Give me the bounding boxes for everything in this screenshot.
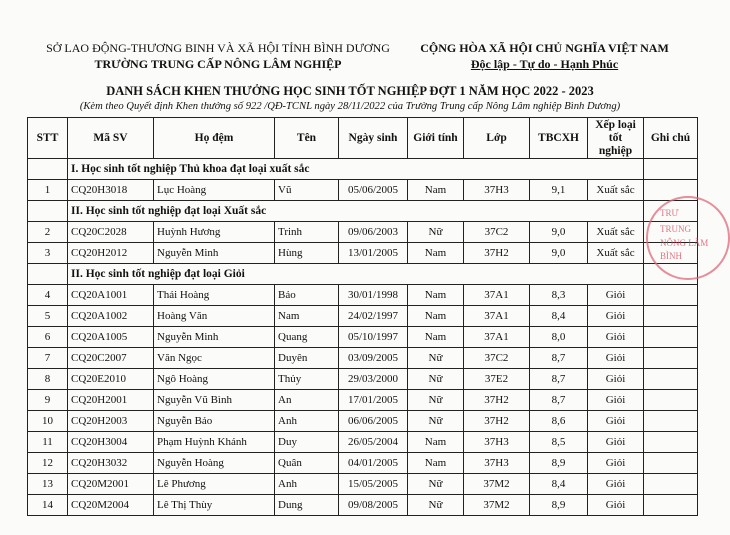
table-cell: Nữ [408, 348, 464, 369]
section-title: II. Học sinh tốt nghiệp đạt loại Giỏi [68, 264, 644, 285]
table-cell: Lục Hoàng [154, 180, 275, 201]
column-header: Lớp [464, 118, 530, 159]
table-cell [644, 453, 698, 474]
table-cell: 8,6 [530, 411, 588, 432]
table-cell: Nữ [408, 495, 464, 516]
table-cell: Anh [275, 474, 339, 495]
table-cell: CQ20H2012 [68, 243, 154, 264]
issuer-header [38, 40, 398, 72]
table-cell: 8,9 [530, 495, 588, 516]
table-body [28, 159, 698, 516]
table-cell: 8,0 [530, 327, 588, 348]
table-cell: CQ20A1002 [68, 306, 154, 327]
table-cell: Nguyễn Minh [154, 243, 275, 264]
table-cell: Bảo [275, 285, 339, 306]
motto-line: Độc lập - Tự do - Hạnh Phúc [470, 57, 619, 71]
table-cell: Nguyễn Minh [154, 327, 275, 348]
section-title: II. Học sinh tốt nghiệp đạt loại Xuất sắc [68, 201, 644, 222]
table-cell: CQ20H3018 [68, 180, 154, 201]
table-cell: Vũ [275, 180, 339, 201]
table-row [28, 306, 698, 327]
table-cell: 12 [28, 453, 68, 474]
table-cell: 17/01/2005 [339, 390, 408, 411]
table-cell: 09/08/2005 [339, 495, 408, 516]
table-cell: An [275, 390, 339, 411]
table-cell: 8 [28, 369, 68, 390]
table-cell: 8,3 [530, 285, 588, 306]
section-note-cell [644, 159, 698, 180]
table-cell: Huỳnh Hương [154, 222, 275, 243]
stamp-text: TRUNG [660, 224, 691, 234]
table-cell: Duyên [275, 348, 339, 369]
table-cell: 11 [28, 432, 68, 453]
table-cell: 37A1 [464, 306, 530, 327]
table-cell: 37C2 [464, 222, 530, 243]
section-row [28, 264, 698, 285]
section-title: I. Học sinh tốt nghiệp Thủ khoa đạt loại xuất sắc [68, 159, 644, 180]
table-cell: Duy [275, 432, 339, 453]
column-header: Xếp loại tốt nghiệp [588, 118, 644, 159]
table-cell: 9,1 [530, 180, 588, 201]
table-cell [644, 306, 698, 327]
table-cell: Ngô Hoàng [154, 369, 275, 390]
table-cell [644, 327, 698, 348]
table-cell: 37A1 [464, 327, 530, 348]
table-cell [644, 411, 698, 432]
table-cell: Thủy [275, 369, 339, 390]
table-cell: 5 [28, 306, 68, 327]
award-table [27, 117, 698, 516]
ministry-line: SỞ LAO ĐỘNG-THƯƠNG BINH VÀ XÃ HỘI TỈNH BÌNH DƯƠNG [46, 41, 390, 55]
section-row [28, 201, 698, 222]
table-cell: CQ20M2004 [68, 495, 154, 516]
table-cell: Giỏi [588, 285, 644, 306]
table-cell: Phạm Huỳnh Khánh [154, 432, 275, 453]
table-row [28, 390, 698, 411]
table-cell: CQ20A1001 [68, 285, 154, 306]
table-cell: Giỏi [588, 306, 644, 327]
country-line: CỘNG HÒA XÃ HỘI CHỦ NGHĨA VIỆT NAM [420, 41, 669, 55]
table-cell: Giỏi [588, 348, 644, 369]
table-cell: Giỏi [588, 453, 644, 474]
table-row [28, 495, 698, 516]
table-cell: Xuất sắc [588, 222, 644, 243]
table-cell: 37H3 [464, 432, 530, 453]
table-cell: 13/01/2005 [339, 243, 408, 264]
table-cell: 2 [28, 222, 68, 243]
table-cell: CQ20C2007 [68, 348, 154, 369]
table-cell: Nam [275, 306, 339, 327]
table-cell: Anh [275, 411, 339, 432]
table-cell: Nam [408, 453, 464, 474]
table-row [28, 411, 698, 432]
table-cell: Trinh [275, 222, 339, 243]
column-header: Giới tính [408, 118, 464, 159]
table-cell: 13 [28, 474, 68, 495]
table-row [28, 243, 698, 264]
table-cell: Giỏi [588, 369, 644, 390]
table-cell: Giỏi [588, 327, 644, 348]
table-cell: 29/03/2000 [339, 369, 408, 390]
table-cell: Nguyễn Hoàng [154, 453, 275, 474]
table-cell: CQ20E2010 [68, 369, 154, 390]
table-cell: 26/05/2004 [339, 432, 408, 453]
table-cell: Thái Hoàng [154, 285, 275, 306]
national-motto [402, 40, 687, 72]
column-header: TBCXH [530, 118, 588, 159]
table-row [28, 222, 698, 243]
table-cell: CQ20H3032 [68, 453, 154, 474]
table-cell: 15/05/2005 [339, 474, 408, 495]
table-cell: CQ20H3004 [68, 432, 154, 453]
table-cell: Quân [275, 453, 339, 474]
column-header: Tên [275, 118, 339, 159]
table-cell: Nguyễn Bảo [154, 411, 275, 432]
table-cell: Lê Phương [154, 474, 275, 495]
table-header-row [28, 118, 698, 159]
table-cell: 37H2 [464, 243, 530, 264]
table-cell: CQ20H2003 [68, 411, 154, 432]
table-cell: Nam [408, 306, 464, 327]
stamp-text: TRƯ [660, 208, 679, 218]
table-cell: 05/06/2005 [339, 180, 408, 201]
table-cell [644, 432, 698, 453]
table-cell [644, 495, 698, 516]
table-row [28, 432, 698, 453]
table-cell: Nam [408, 243, 464, 264]
table-cell: 37M2 [464, 495, 530, 516]
table-cell: 37C2 [464, 348, 530, 369]
section-stt-cell [28, 159, 68, 180]
table-cell: Nữ [408, 222, 464, 243]
table-cell: Giỏi [588, 390, 644, 411]
table-cell: 4 [28, 285, 68, 306]
column-header: STT [28, 118, 68, 159]
school-name: TRƯỜNG TRUNG CẤP NÔNG LÂM NGHIỆP [94, 57, 342, 71]
document-subtitle: (Kèm theo Quyết định Khen thưởng số 922 /QĐ-TCNL ngày 28/11/2022 của Trường Trung cấp Nông Lâm nghiệp Bình Dương) [79, 101, 621, 112]
table-cell: 8,4 [530, 474, 588, 495]
section-row [28, 159, 698, 180]
table-cell [644, 369, 698, 390]
table-cell: CQ20A1005 [68, 327, 154, 348]
table-cell: 9 [28, 390, 68, 411]
table-cell: Văn Ngọc [154, 348, 275, 369]
table-cell: 24/02/1997 [339, 306, 408, 327]
table-cell: Quang [275, 327, 339, 348]
table-cell: 8,7 [530, 348, 588, 369]
column-header: Họ đệm [154, 118, 275, 159]
table-cell: 3 [28, 243, 68, 264]
table-cell: 06/06/2005 [339, 411, 408, 432]
table-cell [644, 390, 698, 411]
table-row [28, 453, 698, 474]
table-cell: 37H2 [464, 390, 530, 411]
table-cell: 37H3 [464, 453, 530, 474]
table-row [28, 180, 698, 201]
table-row [28, 327, 698, 348]
stamp-text: BÌNH [660, 251, 682, 261]
table-cell: 8,7 [530, 369, 588, 390]
table-cell: Hùng [275, 243, 339, 264]
table-cell: 30/01/1998 [339, 285, 408, 306]
table-cell: 37E2 [464, 369, 530, 390]
document-title: DANH SÁCH KHEN THƯỞNG HỌC SINH TỐT NGHIỆP ĐỢT 1 NĂM HỌC 2022 - 2023 [106, 84, 594, 98]
table-cell: 10 [28, 411, 68, 432]
column-header: Ghi chú [644, 118, 698, 159]
table-cell: 8,7 [530, 390, 588, 411]
table-cell: Nữ [408, 474, 464, 495]
table-cell: Giỏi [588, 432, 644, 453]
table-cell: 7 [28, 348, 68, 369]
table-row [28, 474, 698, 495]
table-cell: 8,5 [530, 432, 588, 453]
table-cell: Nam [408, 180, 464, 201]
table-cell: Giỏi [588, 411, 644, 432]
table-cell: 1 [28, 180, 68, 201]
table-cell: 8,4 [530, 306, 588, 327]
table-cell: Nam [408, 285, 464, 306]
table-cell: 09/06/2003 [339, 222, 408, 243]
table-cell: 9,0 [530, 222, 588, 243]
table-cell: Giỏi [588, 495, 644, 516]
table-cell: 37A1 [464, 285, 530, 306]
table-cell: 04/01/2005 [339, 453, 408, 474]
table-cell: 37H2 [464, 411, 530, 432]
table-cell: Nữ [408, 369, 464, 390]
table-cell: 14 [28, 495, 68, 516]
table-cell: Xuất sắc [588, 180, 644, 201]
column-header: Mã SV [68, 118, 154, 159]
table-cell: 6 [28, 327, 68, 348]
table-cell: Nam [408, 327, 464, 348]
table-cell [644, 474, 698, 495]
table-cell: Nguyễn Vũ Bình [154, 390, 275, 411]
table-cell [644, 285, 698, 306]
table-cell: Dung [275, 495, 339, 516]
table-cell: 8,9 [530, 453, 588, 474]
table-cell: Xuất sắc [588, 243, 644, 264]
table-cell: 05/10/1997 [339, 327, 408, 348]
official-stamp [646, 196, 730, 280]
table-cell: CQ20H2001 [68, 390, 154, 411]
table-cell: Nữ [408, 390, 464, 411]
table-row [28, 348, 698, 369]
section-stt-cell [28, 201, 68, 222]
section-stt-cell [28, 264, 68, 285]
table-cell: Lê Thị Thùy [154, 495, 275, 516]
table-cell [644, 348, 698, 369]
table-cell: Nam [408, 432, 464, 453]
table-row [28, 369, 698, 390]
stamp-text: NÔNG LÂM [660, 238, 709, 248]
table-cell: 03/09/2005 [339, 348, 408, 369]
table-cell: Nữ [408, 411, 464, 432]
table-cell: Giỏi [588, 474, 644, 495]
table-row [28, 285, 698, 306]
table-cell: CQ20M2001 [68, 474, 154, 495]
column-header: Ngày sinh [339, 118, 408, 159]
table-cell: CQ20C2028 [68, 222, 154, 243]
table-cell: Hoàng Văn [154, 306, 275, 327]
table-cell: 37H3 [464, 180, 530, 201]
table-cell: 9,0 [530, 243, 588, 264]
table-cell: 37M2 [464, 474, 530, 495]
